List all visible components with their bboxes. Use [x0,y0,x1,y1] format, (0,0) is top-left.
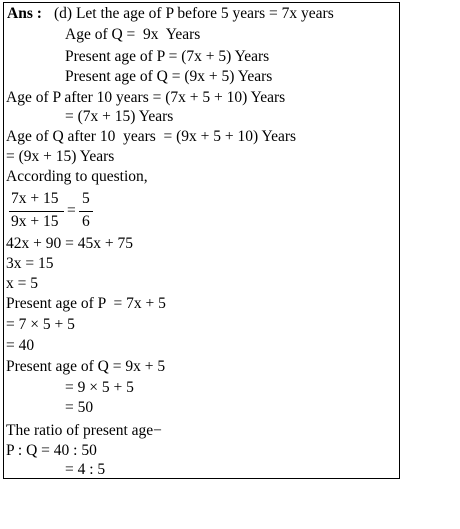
line-according: According to question, [6,168,148,185]
line-equation: 42x + 90 = 45x + 75 [6,235,133,252]
line-present-p: Present age of P = 7x + 5 [6,295,166,312]
solution-box [3,2,400,479]
line-age-q-after-result: = (9x + 15) Years [6,148,115,165]
line-3x: 3x = 15 [6,255,54,272]
line-present-p-result: = 40 [6,337,35,354]
line-ratio-result: = 4 : 5 [65,461,106,478]
line-present-age-p: Present age of P = (7x + 5) Years [65,48,270,65]
line-let-age-p: (d) Let the age of P before 5 years = 7x years [54,5,334,22]
line-age-p-after-result: = (7x + 15) Years [65,108,174,125]
line-ratio: P : Q = 40 : 50 [6,442,97,459]
line-age-q: Age of Q = 9x Years [65,26,201,43]
fraction-left-bar [9,211,64,212]
fraction-right-denominator: 6 [82,213,90,230]
line-present-q: Present age of Q = 9x + 5 [6,358,166,375]
line-present-p-calc: = 7 × 5 + 5 [6,316,75,333]
line-x: x = 5 [6,275,38,292]
fraction-right-bar [79,211,93,212]
line-age-p-after: Age of P after 10 years = (7x + 5 + 10) Years [6,89,286,106]
fraction-left-numerator: 7x + 15 [11,190,59,207]
line-present-q-result: = 50 [65,399,94,416]
line-present-q-calc: = 9 × 5 + 5 [65,379,134,396]
line-ratio-heading: The ratio of present age− [6,422,162,439]
ans-label: Ans : [7,5,42,22]
line-age-q-after: Age of Q after 10 years = (9x + 5 + 10) Years [6,128,297,145]
line-present-age-q: Present age of Q = (9x + 5) Years [65,68,273,85]
fraction-left-denominator: 9x + 15 [11,213,59,230]
fraction-equals: = [67,202,76,219]
fraction-right-numerator: 5 [82,190,90,207]
